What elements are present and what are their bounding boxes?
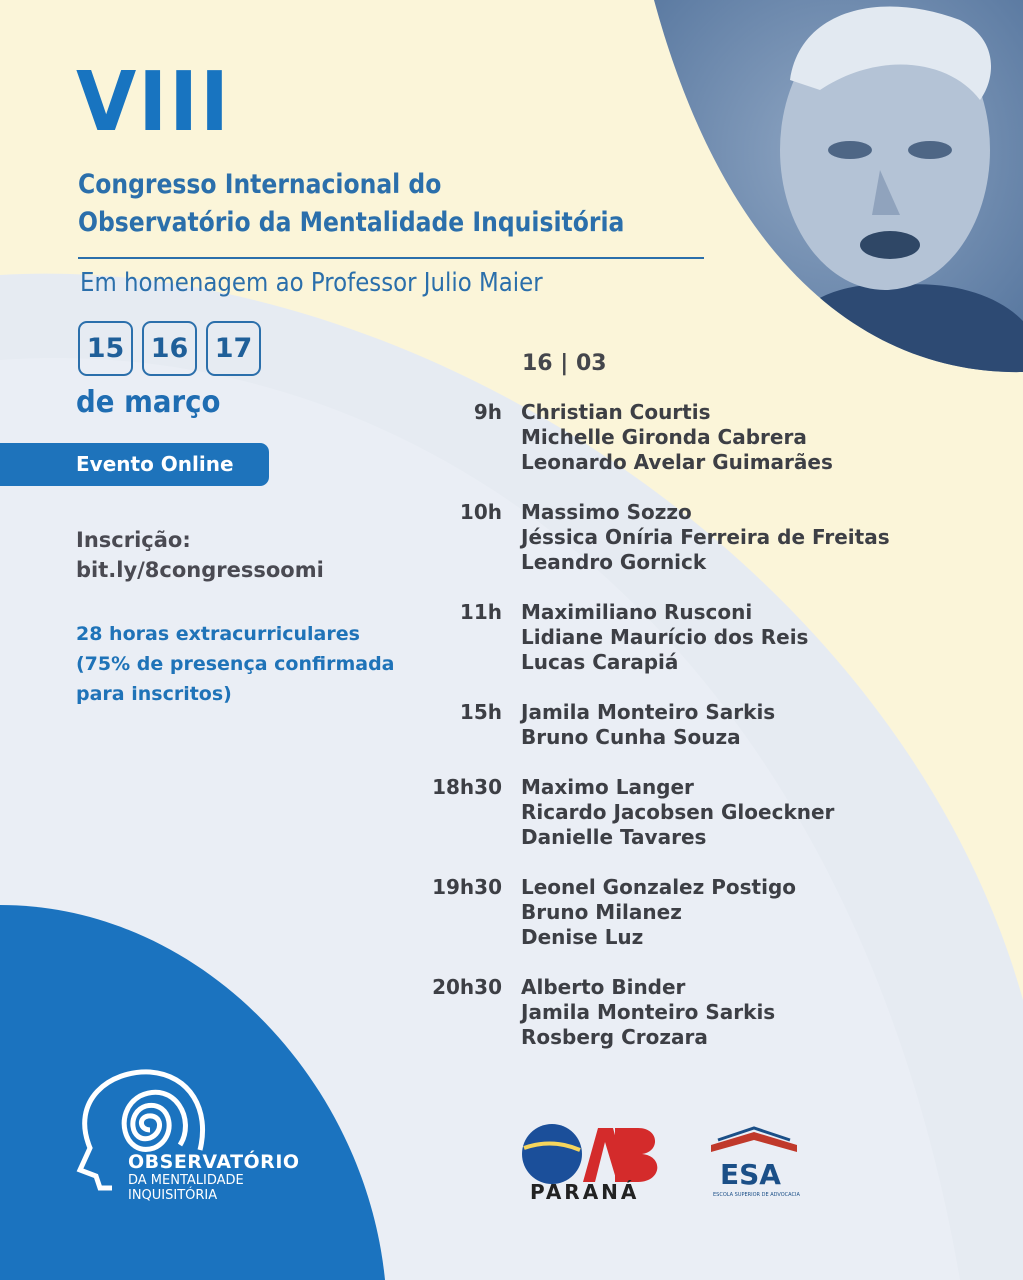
esa-logo-text: ESA: [720, 1158, 781, 1191]
hours-line-3: para inscritos): [76, 683, 232, 705]
speaker-name: Bruno Cunha Souza: [521, 725, 741, 749]
speaker-name: Denise Luz: [521, 925, 644, 949]
title-divider: [78, 257, 704, 259]
slot-time: 9h: [473, 400, 502, 424]
slot-speakers: [521, 975, 775, 1050]
schedule-slot: [410, 700, 1010, 750]
registration-label: Inscrição:: [76, 528, 191, 552]
schedule-slot: [410, 600, 1010, 675]
schedule-list: [410, 400, 1010, 1075]
schedule-slot: [410, 875, 1010, 950]
speaker-name: Leonardo Avelar Guimarães: [521, 450, 833, 474]
observatorio-logo-text: [128, 1151, 300, 1203]
date-box: 15: [78, 321, 133, 376]
date-box: 16: [142, 321, 197, 376]
speaker-name: Jamila Monteiro Sarkis: [521, 1000, 776, 1024]
slot-time: 11h: [459, 600, 502, 624]
registration-link[interactable]: bit.ly/8congressoomi: [76, 558, 324, 582]
speaker-name: Maximiliano Rusconi: [521, 600, 753, 624]
oab-state-label: PARANÁ: [530, 1180, 640, 1204]
event-type-label: Evento Online: [76, 452, 234, 476]
title-line-1: Congresso Internacional do: [78, 169, 442, 200]
slot-time: 15h: [459, 700, 502, 724]
speaker-name: Christian Courtis: [521, 400, 711, 424]
speaker-name: Maximo Langer: [521, 775, 694, 799]
event-type-badge: [0, 443, 269, 486]
observatorio-subname-2: INQUISITÓRIA: [128, 1188, 218, 1203]
speaker-name: Jamila Monteiro Sarkis: [521, 700, 776, 724]
honoree-photo: [650, 0, 1023, 380]
speaker-name: Lidiane Maurício dos Reis: [521, 625, 809, 649]
speaker-name: Lucas Carapiá: [521, 650, 679, 674]
slot-speakers: [521, 875, 796, 950]
month-label: de março: [76, 385, 221, 420]
schedule-slot: [410, 975, 1010, 1050]
slot-speakers: [521, 600, 808, 675]
date-box: 17: [206, 321, 261, 376]
slot-speakers: [521, 500, 890, 575]
slot-speakers: [521, 400, 833, 475]
speaker-name: Alberto Binder: [521, 975, 686, 999]
speaker-name: Massimo Sozzo: [521, 500, 692, 524]
homage-subtitle: Em homenagem ao Professor Julio Maier: [80, 268, 543, 298]
registration-info: [76, 525, 324, 585]
speaker-name: Leonel Gonzalez Postigo: [521, 875, 796, 899]
schedule-slot: [410, 500, 1010, 575]
title-line-2: Observatório da Mentalidade Inquisitória: [78, 207, 625, 238]
hours-line-2: (75% de presença confirmada: [76, 653, 395, 675]
schedule-day: 16 | 03: [522, 351, 607, 376]
date-boxes: [78, 321, 261, 376]
slot-time: 19h30: [432, 875, 502, 899]
schedule-slot: [410, 400, 1010, 475]
slot-time: 20h30: [432, 975, 502, 999]
observatorio-subname-1: DA MENTALIDADE: [128, 1173, 244, 1188]
hours-line-1: 28 horas extracurriculares: [76, 623, 360, 645]
slot-time: 10h: [459, 500, 502, 524]
speaker-name: Michelle Gironda Cabrera: [521, 425, 807, 449]
esa-subtitle: ESCOLA SUPERIOR DE ADVOCACIA: [713, 1192, 800, 1198]
speaker-name: Rosberg Crozara: [521, 1025, 708, 1049]
edition-number: VIII: [76, 55, 231, 150]
slot-speakers: [521, 700, 775, 750]
speaker-name: Ricardo Jacobsen Gloeckner: [521, 800, 835, 824]
hours-info: [76, 619, 395, 709]
observatorio-name: OBSERVATÓRIO: [128, 1151, 300, 1173]
speaker-name: Jéssica Oníria Ferreira de Freitas: [521, 525, 890, 549]
speaker-name: Leandro Gornick: [521, 550, 707, 574]
speaker-name: Danielle Tavares: [521, 825, 707, 849]
slot-speakers: [521, 775, 834, 850]
speaker-name: Bruno Milanez: [521, 900, 682, 924]
schedule-slot: [410, 775, 1010, 850]
congress-title: [78, 166, 624, 242]
slot-time: 18h30: [432, 775, 502, 799]
